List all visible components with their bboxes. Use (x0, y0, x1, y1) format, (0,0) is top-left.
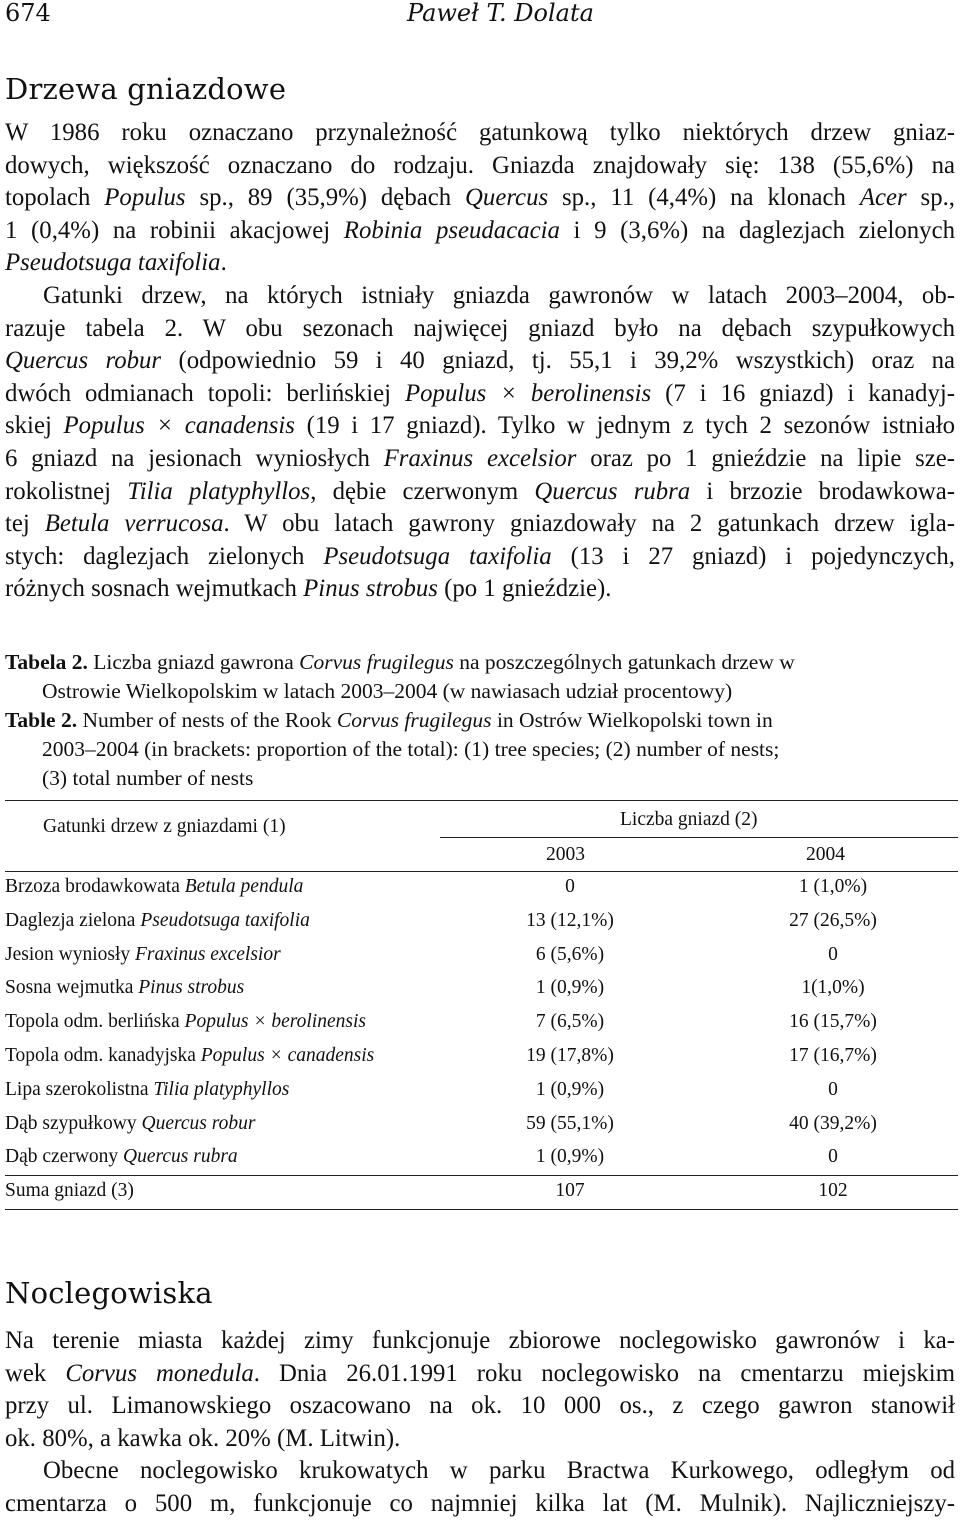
nests-2004: 40 (39,2%) (789, 1112, 877, 1134)
caption-en-line: 2003–2004 (in brackets: proportion of the total): (1) tree species; (2) number of nests; (42, 737, 780, 761)
table-row (5, 974, 958, 1004)
table-row (5, 1076, 958, 1106)
table-top-rule (5, 800, 958, 801)
paragraph4 (5, 1455, 955, 1520)
paragraph1-line: 1 (0,4%) na robinii akacjowej Robinia pseudacacia i 9 (3,6%) na daglezjach zielonych (5, 216, 955, 244)
table-header-2004: 2004 (806, 844, 845, 865)
table-bottom-rule (5, 1209, 958, 1210)
paragraph1-line: W 1986 roku oznaczano przynależność gatunkową tylko niektórych drzew gniaz- (5, 119, 955, 146)
table-group-rule (440, 837, 958, 838)
paragraph2-line: dwóch odmianach topoli: berlińskiej Populus × berolinensis (7 i 16 gniazd) i kanadyj- (5, 379, 955, 407)
nests-2003: 0 (565, 876, 575, 897)
species-name: Lipa szerokolistna Tilia platyphyllos (5, 1078, 290, 1100)
nests-2004: 102 (818, 1180, 848, 1201)
table-caption-pl (5, 648, 960, 706)
paragraph2-line: tej Betula verrucosa. W obu latach gawrony gniazdowały na 2 gatunkach drzew igla- (5, 510, 956, 538)
nests-2004: 0 (828, 1146, 838, 1168)
page-number: 674 (5, 0, 51, 27)
table-header-nests: Liczba gniazd (2) (620, 809, 758, 830)
nests-2003: 59 (55,1%) (526, 1112, 614, 1134)
species-name: Jesion wyniosły Fraxinus excelsior (5, 943, 281, 965)
running-title: Paweł T. Dolata (407, 0, 594, 27)
table-row (5, 1110, 958, 1140)
table-row (5, 1177, 958, 1207)
paragraph2-line: 6 gniazd na jesionach wyniosłych Fraxinus excelsior oraz po 1 gnieździe na lipie sze- (5, 444, 955, 472)
table-header-species: Gatunki drzew z gniazdami (1) (43, 816, 286, 837)
paragraph1-line: Pseudotsuga taxifolia. (5, 249, 227, 277)
table-header-rule (5, 871, 958, 872)
nests-2004: 17 (16,7%) (789, 1045, 877, 1066)
table-header-2003: 2003 (546, 844, 585, 865)
nests-2004: 27 (26,5%) (789, 909, 877, 931)
page-header (5, 0, 955, 30)
table-row (5, 941, 958, 971)
section-heading-drzewa: Drzewa gniazdowe (5, 72, 287, 106)
caption-pl-line: Ostrowie Wielkopolskim w latach 2003–2004 (w nawiasach udział procentowy) (42, 679, 733, 703)
nests-2004: 1 (1,0%) (798, 876, 868, 897)
species-name: Daglezja zielona Pseudotsuga taxifolia (5, 909, 310, 931)
paragraph1-line: dowych, większość oznaczano do rodzaju. Gniazda znajdowały się: 138 (55,6%) na (5, 151, 955, 179)
caption-en-line: Table 2. Number of nests of the Rook Corvus frugilegus in Ostrów Wielkopolski town in (5, 708, 773, 732)
paragraph3-line: Na terenie miasta każdej zimy funkcjonuje zbiorowe noclegowisko gawronów i ka- (5, 1327, 955, 1354)
nests-2003: 7 (6,5%) (535, 1011, 605, 1033)
species-name: Dąb szypułkowy Quercus robur (5, 1112, 256, 1134)
species-name: Sosna wejmutka Pinus strobus (5, 977, 245, 999)
paragraph4-line: cmentarza o 500 m, funkcjonuje co najmniej kilka lat (M. Mulnik). Najliczniejszy- (5, 1489, 955, 1517)
table-row (5, 907, 958, 937)
table-row (5, 1042, 958, 1072)
caption-en-line: (3) total number of nests (42, 766, 254, 790)
paragraph1-line: topolach Populus sp., 89 (35,9%) dębach Quercus sp., 11 (4,4%) na klonach Acer sp., (5, 184, 955, 212)
paragraph2-line: stych: daglezjach zielonych Pseudotsuga taxifolia (13 i 27 gniazd) i pojedynczych, (5, 542, 955, 570)
species-name: Brzoza brodawkowata Betula pendula (5, 876, 304, 897)
section-heading-noclegowiska: Noclegowiska (5, 1276, 213, 1310)
nests-2004: 0 (828, 943, 838, 965)
paragraph2-line: różnych sosnach wejmutkach Pinus strobus (po 1 gnieździe). (5, 575, 612, 603)
nests-2004: 16 (15,7%) (789, 1011, 877, 1033)
paragraph2 (5, 280, 955, 606)
table-sum-rule (5, 1175, 958, 1176)
paragraph4-line: Obecne noclegowisko krukowatych w parku Bractwa Kurkowego, odległym od (43, 1457, 955, 1485)
paragraph2-line: rokolistnej Tilia platyphyllos, dębie czerwonym Quercus rubra i brzozie brodawkowa- (5, 477, 956, 505)
nests-2004: 0 (828, 1078, 838, 1100)
paragraph2-line: Gatunki drzew, na których istniały gniazda gawronów w latach 2003–2004, ob- (43, 281, 955, 309)
paragraph3-line: wek Corvus monedula. Dnia 26.01.1991 roku noclegowisko na cmentarzu miejskim (5, 1359, 955, 1387)
paragraph3-line: ok. 80%, a kawka ok. 20% (M. Litwin). (5, 1424, 401, 1452)
table-caption-en (5, 706, 960, 793)
table-row (5, 1008, 958, 1038)
species-name: Suma gniazd (3) (5, 1180, 134, 1201)
paragraph2-line: Quercus robur (odpowiednio 59 i 40 gniazd, tj. 55,1 i 39,2% wszystkich) oraz na (5, 347, 955, 375)
nests-2003: 19 (17,8%) (526, 1045, 614, 1066)
nests-2003: 107 (555, 1180, 585, 1201)
nests-2003: 1 (0,9%) (535, 977, 605, 999)
species-name: Topola odm. kanadyjska Populus × canadensis (5, 1045, 375, 1066)
nests-2003: 13 (12,1%) (526, 909, 614, 931)
nests-2003: 6 (5,6%) (535, 943, 605, 965)
table-row (5, 1143, 958, 1173)
nests-2003: 1 (0,9%) (535, 1146, 605, 1168)
species-name: Dąb czerwony Quercus rubra (5, 1146, 238, 1168)
paragraph2-line: razuje tabela 2. W obu sezonach najwięcej gniazd było na dębach szypułkowych (5, 314, 955, 342)
paragraph2-line: skiej Populus × canadensis (19 i 17 gniazd). Tylko w jednym z tych 2 sezonów istniało (5, 412, 955, 440)
section2-body (5, 1325, 955, 1521)
caption-pl-line: Tabela 2. Liczba gniazd gawrona Corvus frugilegus na poszczególnych gatunkach drzew w (5, 650, 795, 674)
table-row (5, 873, 958, 903)
nests-2004: 1(1,0%) (801, 977, 865, 999)
section1-body (5, 117, 955, 606)
nests-2003: 1 (0,9%) (535, 1078, 605, 1100)
species-name: Topola odm. berlińska Populus × berolinensis (5, 1011, 366, 1033)
paragraph3-line: przy ul. Limanowskiego oszacowano na ok. 10 000 os., z czego gawron stanowił (5, 1392, 955, 1420)
